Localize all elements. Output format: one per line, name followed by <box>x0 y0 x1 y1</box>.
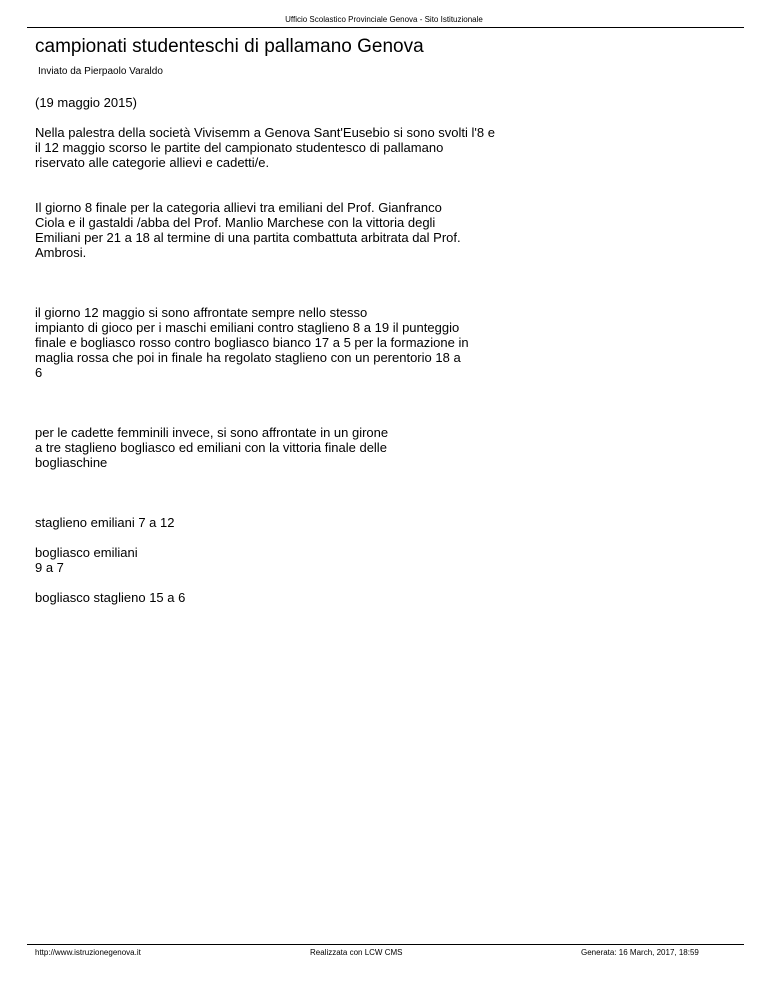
footer-divider <box>27 944 744 945</box>
article-title: campionati studenteschi di pallamano Genova <box>35 36 424 57</box>
article-body <box>35 95 555 605</box>
article-paragraph: per le cadette femminili invece, si sono affrontate in un girone a tre staglieno bogliasco ed emiliani con la vittoria finale delle bogliaschine <box>35 425 389 470</box>
result-line: staglieno emiliani 7 a 12 <box>35 515 175 530</box>
footer-generated-date: Generata: 16 March, 2017, 18:59 <box>581 948 699 957</box>
article-paragraph: Il giorno 8 finale per la categoria allievi tra emiliani del Prof. Gianfranco Ciola e il gastaldi /abba del Prof. Manlio Marchese con la vittoria degli Emiliani per 21 a 18 al termine di una partita combattuta arbitrata dal Prof. Ambrosi. <box>35 200 461 260</box>
article-byline: Inviato da Pierpaolo Varaldo <box>38 66 163 77</box>
footer-cms-credit: Realizzata con LCW CMS <box>310 948 403 957</box>
site-header-title: Ufficio Scolastico Provinciale Genova - Sito Istituzionale <box>285 15 483 24</box>
footer-site-url: http://www.istruzionegenova.it <box>35 948 141 957</box>
result-line: bogliasco staglieno 15 a 6 <box>35 590 186 605</box>
article-paragraph: il giorno 12 maggio si sono affrontate sempre nello stesso impianto di gioco per i maschi emiliani contro staglieno 8 a 19 il punteggio finale e bogliasco rosso contro bogliasco bianco 17 a 5 per la formazione in maglia rossa che poi in finale ha regolato staglieno con un perentorio 18 a 6 <box>35 305 469 380</box>
result-line: bogliasco emiliani 9 a 7 <box>35 545 138 575</box>
header-divider <box>27 27 744 28</box>
article-paragraph: Nella palestra della società Vivisemm a Genova Sant'Eusebio si sono svolti l'8 e il 12 maggio scorso le partite del campionato studentesco di pallamano riservato alle categorie allievi e cadetti/e. <box>35 125 495 170</box>
article-date-paragraph: (19 maggio 2015) <box>35 95 137 110</box>
